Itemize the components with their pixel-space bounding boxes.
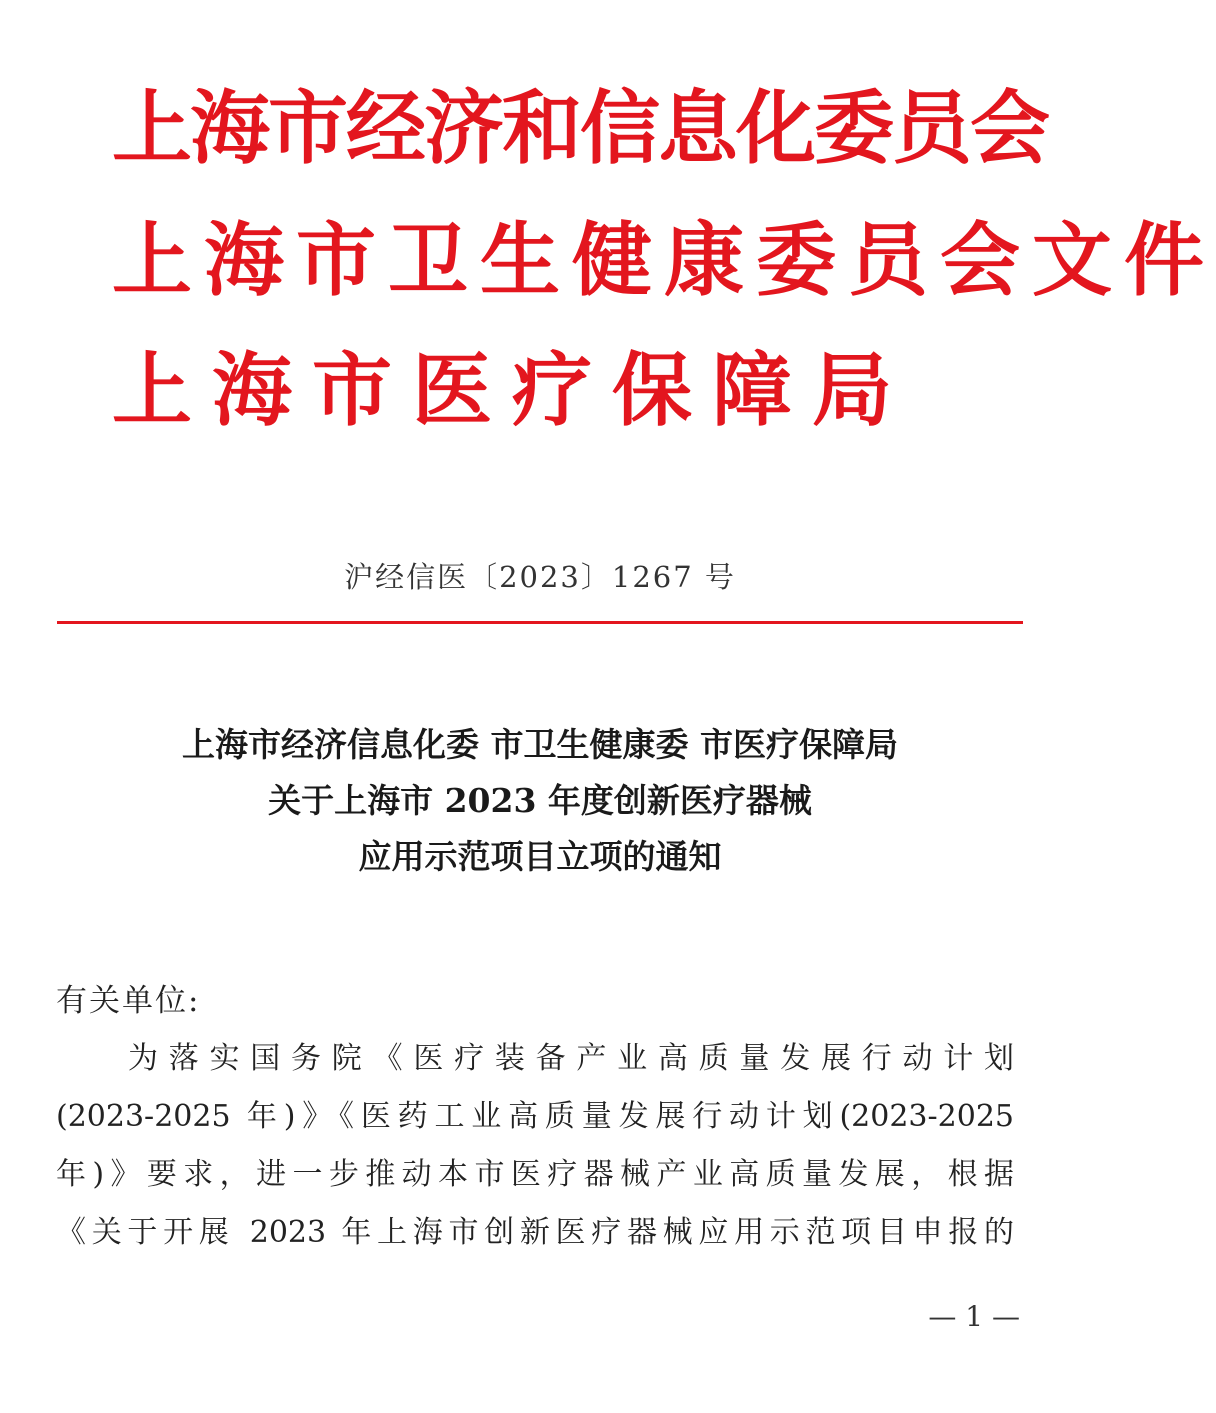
issuer-line-economy-it-commission: 上海市经济和信息化委员会 [112, 81, 1048, 175]
body-line: (2023-2025 年)》《医药工业高质量发展行动计划(2023-2025 [56, 1099, 1014, 1134]
salutation: 有关单位: [56, 983, 201, 1019]
notice-title-line: 应用示范项目立项的通知 [358, 837, 722, 876]
notice-title [0, 717, 1080, 885]
body-line: 《关于开展 2023 年上海市创新医疗器械应用示范项目申报的 [56, 1215, 1014, 1250]
notice-title-line: 上海市经济信息化委 市卫生健康委 市医疗保障局 [182, 725, 898, 764]
body-line: 年)》要求，进一步推动本市医疗器械产业高质量发展，根据 [56, 1157, 1014, 1192]
body-line: 为落实国务院《医疗装备产业高质量发展行动计划 [128, 1041, 1014, 1076]
issuer-line-medical-security-bureau: 上海市医疗保障局 [112, 343, 912, 437]
page-number: — 1 — [928, 1300, 1020, 1333]
document-number: 沪经信医〔2023〕1267 号 [344, 560, 736, 594]
red-divider-rule [57, 621, 1023, 624]
issuer-line-health-commission: 上海市卫生健康委员会文件 [112, 213, 1216, 307]
notice-title-line: 关于上海市 2023 年度创新医疗器械 [268, 781, 812, 820]
